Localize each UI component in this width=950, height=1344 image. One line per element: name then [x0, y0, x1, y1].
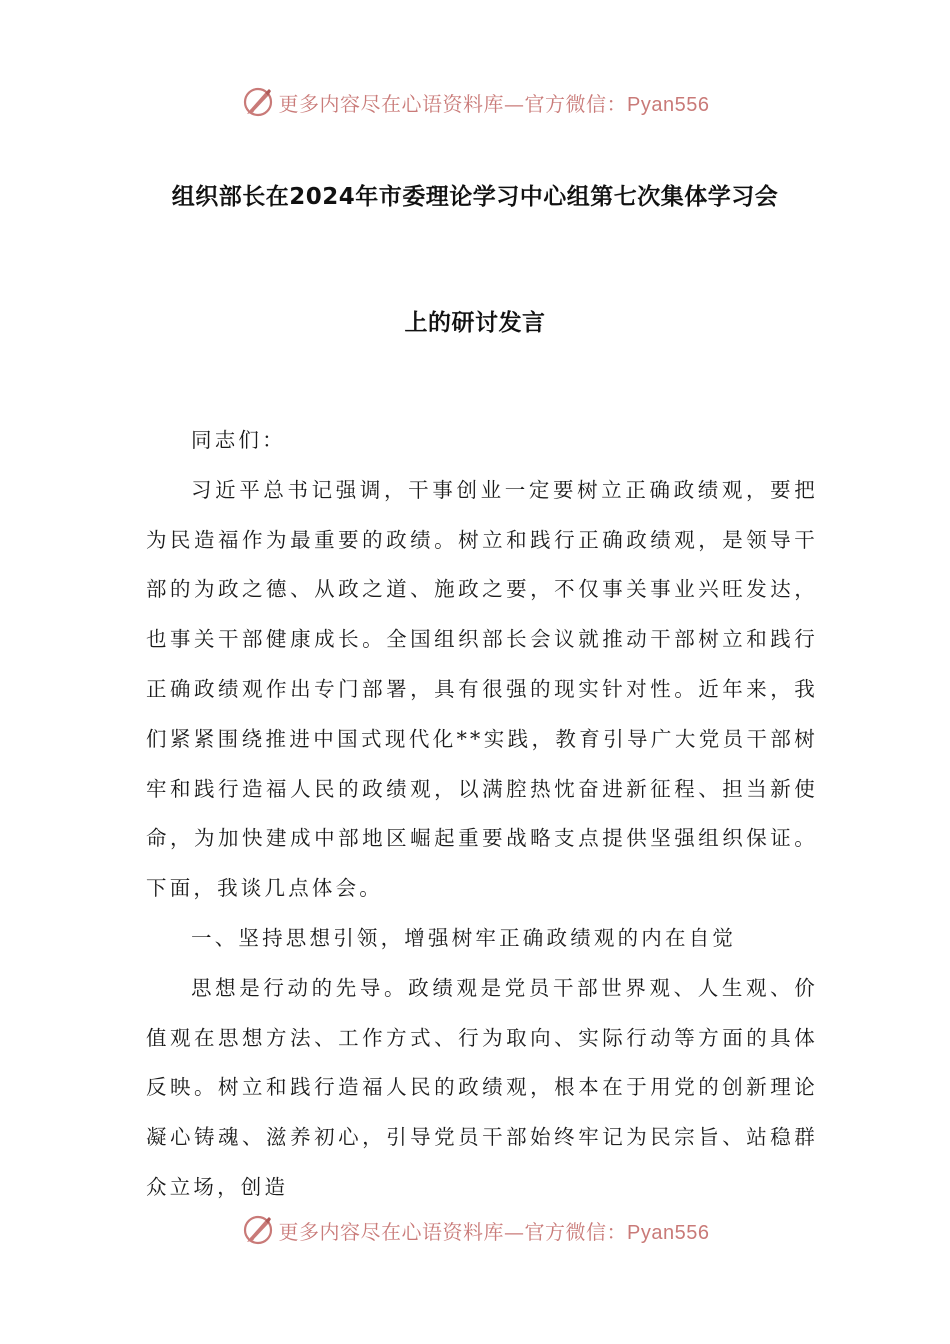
watermark-label: 更多内容尽在心语资料库—官方微信： [278, 91, 628, 116]
watermark-text [279, 1216, 710, 1245]
pen-logo-icon [241, 85, 275, 119]
watermark-wechat-id: Pyan556 [627, 1221, 710, 1244]
watermark-label: 更多内容尽在心语资料库—官方微信： [278, 1219, 628, 1244]
body-paragraph: 习近平总书记强调，干事创业一定要树立正确政绩观，要把为民造福作为最重要的政绩。树立和践行正确政绩观，是领导干部的为政之德、从政之道、施政之要，不仅事关事业兴旺发达，也事关干部健康成长。全国组织部长会议就推动干部树立和践行正确政绩观作出专门部署，具有很强的现实针对性。近年来，我们紧紧围绕推进中国式现代化**实践，教育引导广大党员干部树牢和践行造福人民的政绩观，以满腔热忱奋进新征程、担当新使命，为加快建成中部地区崛起重要战略支点提供坚强组织保证。下面，我谈几点体会。 [146, 477, 818, 901]
salutation: 同志们： [191, 428, 286, 452]
watermark-wechat-id: Pyan556 [627, 93, 710, 116]
watermark-header [0, 82, 950, 122]
document-body [146, 416, 818, 1213]
body-paragraph: 思想是行动的先导。政绩观是党员干部世界观、人生观、价值观在思想方法、工作方式、行为取向、实际行动等方面的具体反映。树立和践行造福人民的政绩观，根本在于用党的创新理论凝心铸魂、滋养初心，引导党员干部始终牢记为民宗旨、站稳群众立场，创造 [146, 975, 818, 1199]
pen-logo-icon [241, 1213, 275, 1247]
watermark-text [279, 88, 710, 117]
section-heading: 一、坚持思想引领，增强树牢正确政绩观的内在自觉 [191, 925, 737, 950]
watermark-footer [0, 1210, 950, 1250]
document-title-line-2: 上的研讨发言 [404, 310, 546, 336]
document-title-line-1: 组织部长在2024年市委理论学习中心组第七次集体学习会 [171, 184, 779, 210]
